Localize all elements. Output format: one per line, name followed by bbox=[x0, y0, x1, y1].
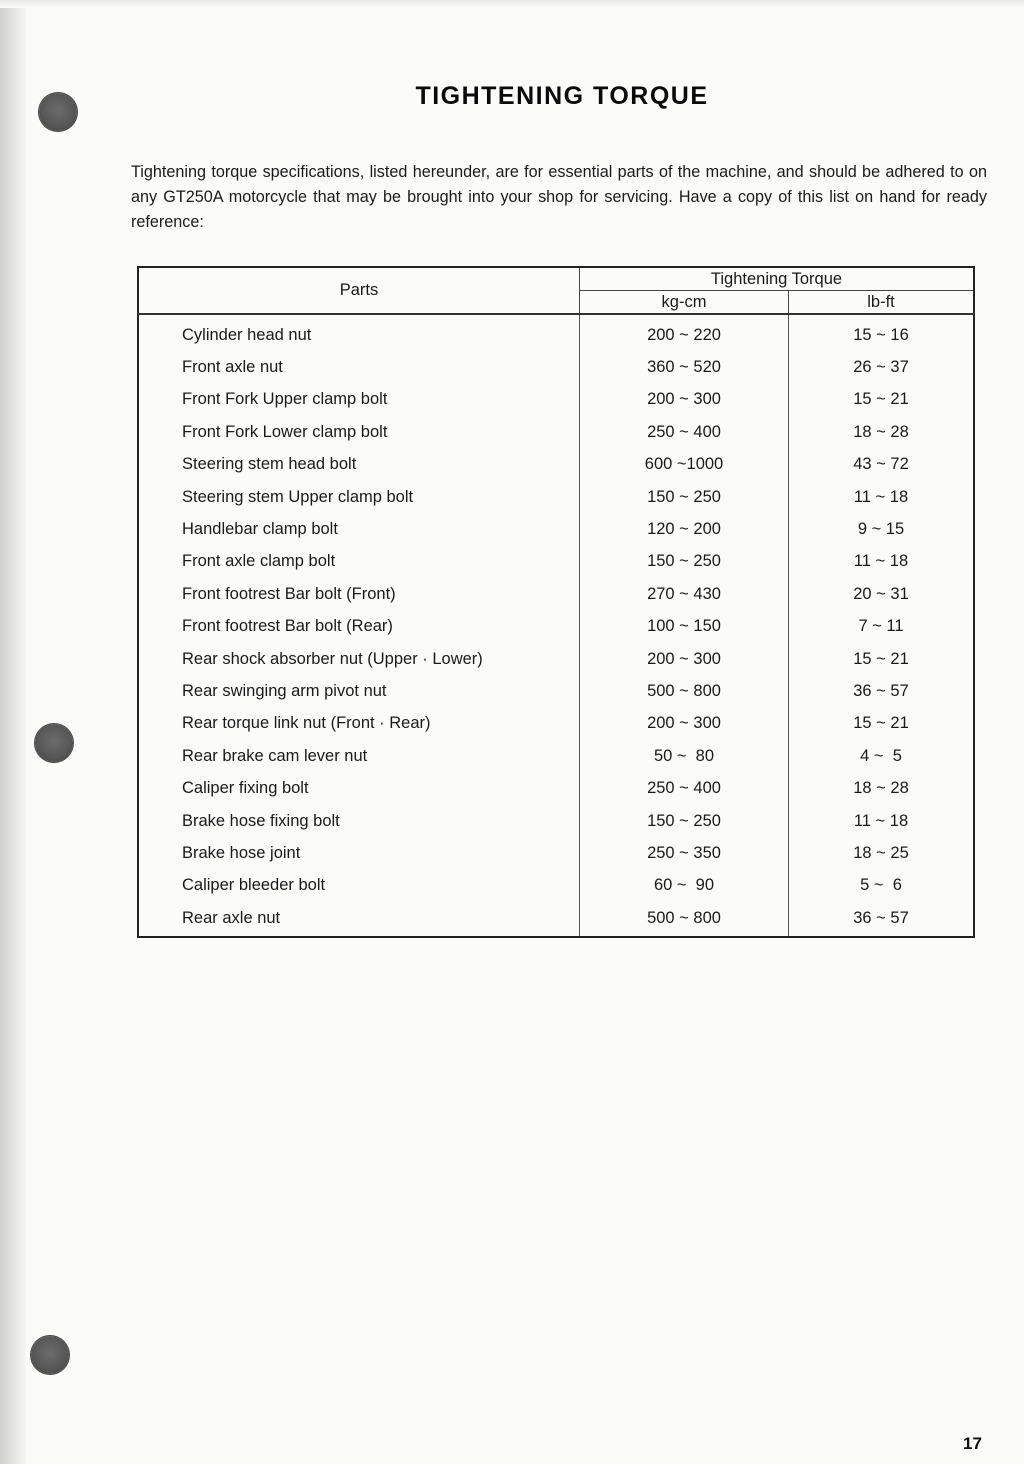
part-name: Front footrest Bar bolt (Front) bbox=[138, 578, 580, 610]
table-row bbox=[138, 902, 974, 937]
table-row bbox=[138, 384, 974, 416]
torque-lb-ft: 4 ~ 5 bbox=[860, 746, 902, 765]
table-row bbox=[138, 481, 974, 513]
table-row bbox=[138, 314, 974, 351]
torque-kg-cm: 200 ~ 300 bbox=[580, 708, 789, 740]
torque-kg-cm: 100 ~ 150 bbox=[580, 611, 789, 643]
part-name: Front Fork Lower clamp bolt bbox=[138, 416, 580, 448]
table-row bbox=[138, 837, 974, 869]
part-name: Rear swinging arm pivot nut bbox=[138, 675, 580, 707]
table-row bbox=[138, 870, 974, 902]
part-name: Front Fork Upper clamp bolt bbox=[138, 384, 580, 416]
header-tightening-torque: Tightening Torque bbox=[580, 267, 975, 291]
table-row bbox=[138, 740, 974, 772]
table-row bbox=[138, 772, 974, 804]
part-name: Steering stem head bolt bbox=[138, 449, 580, 481]
part-name: Handlebar clamp bolt bbox=[138, 513, 580, 545]
part-name: Brake hose joint bbox=[138, 837, 580, 869]
torque-kg-cm: 150 ~ 250 bbox=[580, 805, 789, 837]
torque-lb-ft: 7 ~ 11 bbox=[858, 617, 904, 636]
torque-lb-ft: 9 ~ 15 bbox=[857, 520, 905, 539]
table-row bbox=[138, 643, 974, 675]
table-body bbox=[138, 314, 974, 937]
torque-kg-cm: 500 ~ 800 bbox=[580, 675, 789, 707]
torque-lb-ft: 20 ~ 31 bbox=[853, 584, 909, 603]
part-name: Rear brake cam lever nut bbox=[138, 740, 580, 772]
torque-lb-ft: 18 ~ 25 bbox=[853, 843, 909, 862]
torque-lb-ft: 15 ~ 21 bbox=[853, 649, 909, 668]
part-name: Cylinder head nut bbox=[138, 314, 580, 351]
intro-paragraph: Tightening torque specifications, listed hereunder, are for essential parts of the machine, and should be adhered to on any GT250A motorcycle that may be brought into your shop for servicing. Have a copy of this list on hand for ready reference: bbox=[131, 163, 987, 231]
part-name: Rear shock absorber nut (Upper · Lower) bbox=[138, 643, 580, 675]
table-row bbox=[138, 416, 974, 448]
table-row bbox=[138, 708, 974, 740]
binding-edge-shadow bbox=[0, 0, 26, 1464]
torque-lb-ft: 36 ~ 57 bbox=[853, 908, 909, 927]
header-parts: Parts bbox=[138, 267, 580, 314]
torque-lb-ft: 11 ~ 18 bbox=[853, 811, 909, 830]
table-row bbox=[138, 611, 974, 643]
part-name: Front axle nut bbox=[138, 351, 580, 383]
torque-lb-ft: 15 ~ 16 bbox=[853, 325, 909, 344]
part-name: Rear axle nut bbox=[138, 902, 580, 937]
torque-lb-ft: 26 ~ 37 bbox=[853, 358, 909, 377]
torque-kg-cm: 150 ~ 250 bbox=[580, 481, 789, 513]
part-name: Brake hose fixing bolt bbox=[138, 805, 580, 837]
part-name: Front footrest Bar bolt (Rear) bbox=[138, 611, 580, 643]
table-row bbox=[138, 513, 974, 545]
torque-lb-ft: 5 ~ 6 bbox=[860, 876, 902, 895]
torque-lb-ft: 43 ~ 72 bbox=[853, 455, 909, 474]
torque-kg-cm: 150 ~ 250 bbox=[580, 546, 789, 578]
torque-kg-cm: 360 ~ 520 bbox=[580, 351, 789, 383]
part-name: Caliper fixing bolt bbox=[138, 772, 580, 804]
page-top-edge bbox=[0, 0, 1024, 8]
part-name: Rear torque link nut (Front · Rear) bbox=[138, 708, 580, 740]
part-name: Caliper bleeder bolt bbox=[138, 870, 580, 902]
table-row bbox=[138, 546, 974, 578]
table-row bbox=[138, 805, 974, 837]
punch-hole-icon bbox=[31, 1336, 69, 1374]
page-number: 17 bbox=[963, 1434, 982, 1453]
torque-lb-ft: 15 ~ 21 bbox=[853, 390, 909, 409]
header-lb-ft: lb-ft bbox=[789, 291, 975, 315]
torque-kg-cm: 250 ~ 400 bbox=[580, 416, 789, 448]
part-name: Steering stem Upper clamp bolt bbox=[138, 481, 580, 513]
torque-kg-cm: 50 ~ 80 bbox=[580, 740, 789, 772]
table-row bbox=[138, 449, 974, 481]
torque-kg-cm: 270 ~ 430 bbox=[580, 578, 789, 610]
torque-kg-cm: 200 ~ 220 bbox=[580, 314, 789, 351]
table-row bbox=[138, 578, 974, 610]
table-header bbox=[138, 267, 974, 314]
torque-kg-cm: 250 ~ 350 bbox=[580, 837, 789, 869]
torque-kg-cm: 250 ~ 400 bbox=[580, 772, 789, 804]
torque-lb-ft: 11 ~ 18 bbox=[853, 552, 909, 571]
torque-kg-cm: 600 ~1000 bbox=[580, 449, 789, 481]
torque-kg-cm: 200 ~ 300 bbox=[580, 643, 789, 675]
table-row bbox=[138, 351, 974, 383]
torque-lb-ft: 11 ~ 18 bbox=[853, 487, 909, 506]
table-row bbox=[138, 675, 974, 707]
torque-lb-ft: 15 ~ 21 bbox=[853, 714, 909, 733]
torque-lb-ft: 18 ~ 28 bbox=[853, 779, 909, 798]
header-kg-cm: kg-cm bbox=[580, 291, 789, 315]
torque-kg-cm: 500 ~ 800 bbox=[580, 902, 789, 937]
page-title: TIGHTENING TORQUE bbox=[415, 82, 709, 110]
torque-lb-ft: 18 ~ 28 bbox=[853, 422, 909, 441]
torque-table bbox=[137, 266, 975, 938]
torque-kg-cm: 200 ~ 300 bbox=[580, 384, 789, 416]
torque-lb-ft: 36 ~ 57 bbox=[853, 681, 909, 700]
punch-hole-icon bbox=[35, 724, 73, 762]
torque-kg-cm: 120 ~ 200 bbox=[580, 513, 789, 545]
torque-kg-cm: 60 ~ 90 bbox=[580, 870, 789, 902]
part-name: Front axle clamp bolt bbox=[138, 546, 580, 578]
